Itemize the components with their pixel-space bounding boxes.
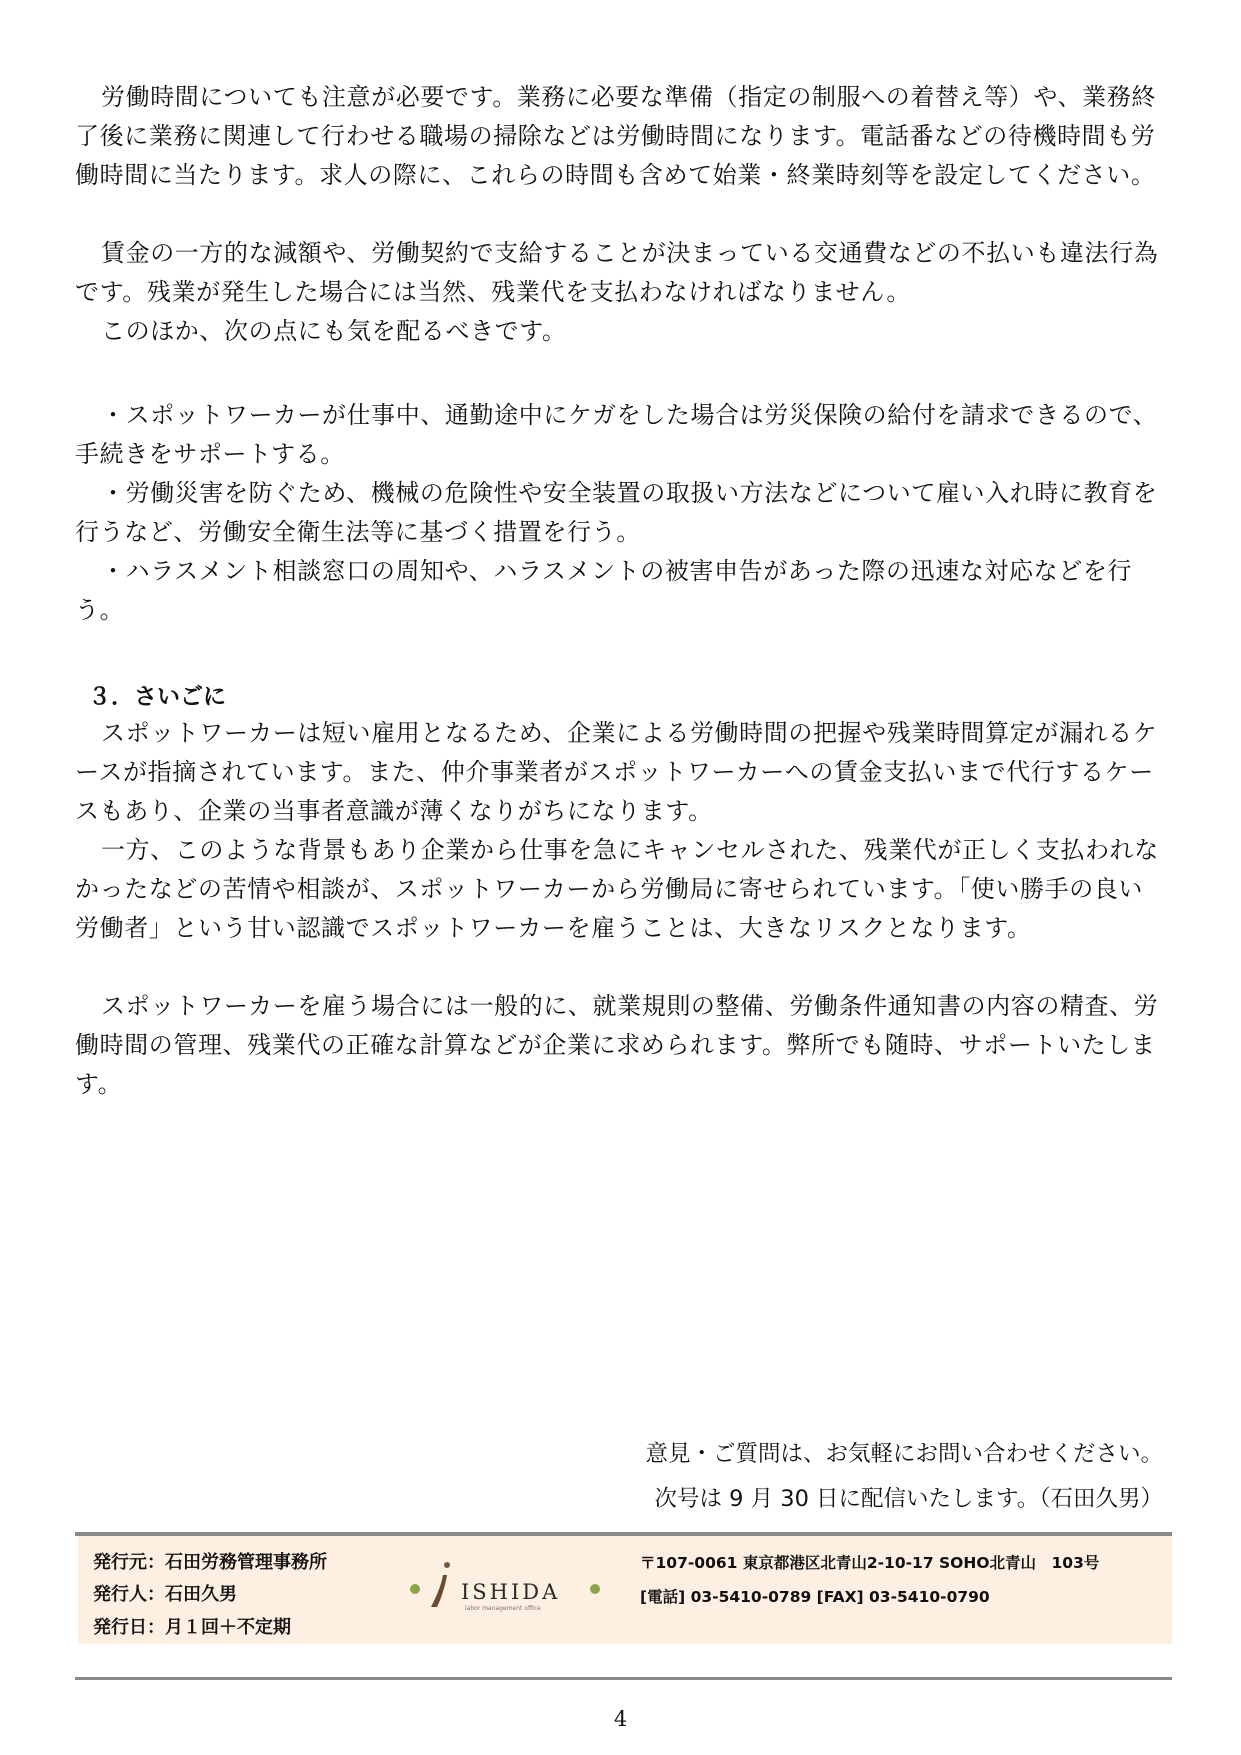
ishida-logo-icon [405, 1555, 605, 1615]
footer-address: 〒107-0061 東京都港区北青山2-10-17 SOHO北青山 103号 [640, 1554, 1100, 1572]
conclusion-paragraph-3: スポットワーカーを雇う場合には一般的に、就業規則の整備、労働条件通知書の内容の精査、労働時間の管理、残業代の正確な計算などが企業に求められます。弊所でも随時、サポートいたします。 [75, 992, 1159, 1098]
bullet-item-harassment: ・ハラスメント相談窓口の周知や、ハラスメントの被害申告があった際の迅速な対応などを行う。 [75, 557, 1133, 624]
closing-inquiry-line: 意見・ご質問は、お気軽にお問い合わせください。 [645, 1441, 1163, 1467]
bullet-item-accident-insurance: ・スポットワーカーが仕事中、通勤途中にケガをした場合は労災保険の給付を請求できるので、手続きをサポートする。 [75, 401, 1158, 468]
section-heading-conclusion: ３．さいごに [88, 684, 226, 710]
body-paragraph-wages: 賃金の一方的な減額や、労働契約で支給することが決まっている交通費などの不払いも違法行為です。残業が発生した場合には当然、残業代を支払わなければなりません。 [75, 239, 1159, 306]
logo-wordmark: ISHIDA [461, 1580, 561, 1604]
footer-publisher: 発行元：石田労務管理事務所 [93, 1552, 327, 1573]
footer-bottom-rule [75, 1677, 1172, 1680]
closing-next-issue-line: 次号は 9 月 30 日に配信いたします。（石田久男） [654, 1486, 1163, 1512]
footer-editor: 発行人：石田久男 [93, 1584, 237, 1605]
footer-contact: [電話] 03-5410-0789 [FAX] 03-5410-0790 [640, 1588, 990, 1606]
conclusion-paragraph-2: 一方、このような背景もあり企業から仕事を急にキャンセルされた、残業代が正しく支払われなかったなどの苦情や相談が、スポットワーカーから労働局に寄せられています。「使い勝手の良い労働者」という甘い認識でスポットワーカーを雇うことは、大きなリスクとなります。 [75, 836, 1159, 942]
body-paragraph-intro-list: このほか、次の点にも気を配るべきです。 [101, 317, 567, 345]
logo-tagline: labor management office [465, 1605, 541, 1612]
footer-schedule: 発行日：月１回＋不定期 [93, 1617, 291, 1638]
page-number: 4 [613, 1707, 628, 1731]
body-paragraph-working-hours: 労働時間についても注意が必要です。業務に必要な準備（指定の制服への着替え等）や、業務終了後に業務に関連して行わせる職場の掃除などは労働時間になります。電話番などの待機時間も労働時間に当たります。求人の際に、これらの時間も含めて始業・終業時刻等を設定してください。 [75, 83, 1156, 189]
conclusion-paragraph-1: スポットワーカーは短い雇用となるため、企業による労働時間の把握や残業時間算定が漏れるケースが指摘されています。また、仲介事業者がスポットワーカーへの賃金支払いまで代行するケースもあり、企業の当事者意識が薄くなりがちになります。 [75, 719, 1158, 825]
bullet-item-safety-education: ・労働災害を防ぐため、機械の危険性や安全装置の取扱い方法などについて雇い入れ時に教育を行うなど、労働安全衛生法等に基づく措置を行う。 [75, 479, 1158, 546]
